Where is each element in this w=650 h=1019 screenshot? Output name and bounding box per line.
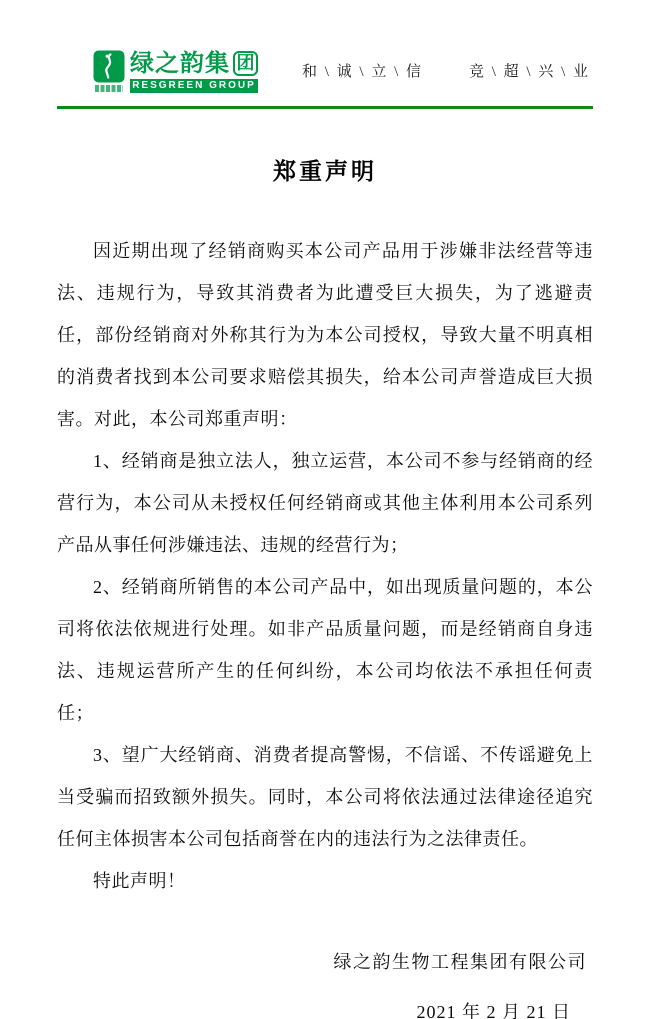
header-divider-rule [57,106,593,109]
document-header [57,0,593,93]
logo-name-main: 绿之韵集 [130,50,230,77]
paragraph-closing: 特此声明！ [93,871,186,891]
slogan-right: 竞 \ 超 \ 兴 \ 业 [469,64,591,80]
logo-emblem-caption [95,85,123,92]
logo-wordmark [130,50,258,93]
logo-english-name: RESGREEN GROUP [130,79,258,93]
logo-chinese-name [130,50,258,77]
document-body [57,230,593,902]
logo-name-boxed: 团 [233,51,258,76]
signature-date: 2021 年 2 月 21 日 [416,1002,571,1019]
signature-company: 绿之韵生物工程集团有限公司 [333,952,587,972]
paragraph-item-1: 1、经销商是独立法人，独立运营，本公司不参与经销商的经营行为，本公司从未授权任何经销商或其他主体利用本公司系列产品从事任何涉嫌违法、违规的经营行为； [57,451,593,555]
paragraph-intro: 因近期出现了经销商购买本公司产品用于涉嫌非法经营等违法、违规行为，导致其消费者为此遭受巨大损失，为了逃避责任，部份经销商对外称其行为为本公司授权，导致大量不明真相的消费者找到本公司要求赔偿其损失，给本公司声誉造成巨大损害。对此，本公司郑重声明： [57,241,593,429]
document-title: 郑重声明 [273,159,377,184]
company-logo [93,50,258,93]
header-slogans [258,60,590,81]
logo-emblem-icon [93,50,125,92]
slogan-left: 和 \ 诚 \ 立 \ 信 [302,64,424,80]
paragraph-item-2: 2、经销商所销售的本公司产品中，如出现质量问题的，本公司将依法依规进行处理。如非产品质量问题，而是经销商自身违法、违规运营所产生的任何纠纷，本公司均依法不承担任何责任； [57,577,593,723]
paragraph-item-3: 3、望广大经销商、消费者提高警惕，不信谣、不传谣避免上当受骗而招致额外损失。同时，本公司将依法通过法律途径追究任何主体损害本公司包括商誉在内的违法行为之法律责任。 [57,745,593,849]
